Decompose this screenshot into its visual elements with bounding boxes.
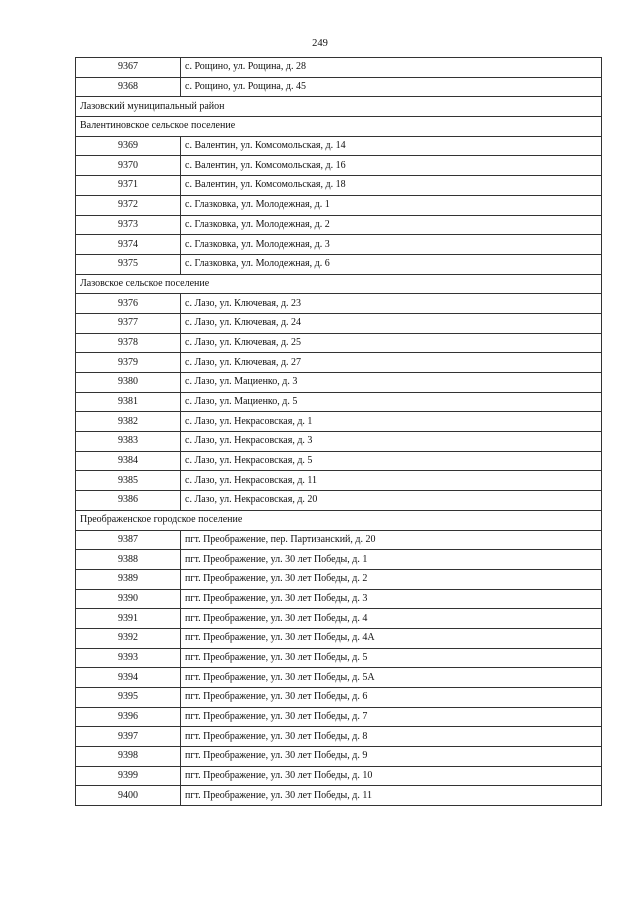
row-number: 9383 — [76, 432, 181, 452]
row-number: 9367 — [76, 58, 181, 78]
row-number: 9374 — [76, 235, 181, 255]
table-row — [76, 628, 602, 648]
row-address: с. Лазо, ул. Некрасовская, д. 5 — [181, 451, 602, 471]
table-row — [76, 156, 602, 176]
row-address: с. Валентин, ул. Комсомольская, д. 18 — [181, 176, 602, 196]
row-address: пгт. Преображение, ул. 30 лет Победы, д. 10 — [181, 766, 602, 786]
row-address: пгт. Преображение, ул. 30 лет Победы, д. 1 — [181, 550, 602, 570]
row-number: 9384 — [76, 451, 181, 471]
table-row — [76, 668, 602, 688]
row-number: 9370 — [76, 156, 181, 176]
row-address: пгт. Преображение, ул. 30 лет Победы, д. 8 — [181, 727, 602, 747]
row-address: пгт. Преображение, ул. 30 лет Победы, д. 6 — [181, 688, 602, 708]
table-row — [76, 609, 602, 629]
table-row — [76, 373, 602, 393]
section-title: Преображенское городское поселение — [76, 510, 602, 530]
section-header-row — [76, 274, 602, 294]
table-row — [76, 530, 602, 550]
table-row — [76, 707, 602, 727]
row-number: 9373 — [76, 215, 181, 235]
row-address: с. Валентин, ул. Комсомольская, д. 14 — [181, 136, 602, 156]
section-title: Лазовский муниципальный район — [76, 97, 602, 117]
table-row — [76, 589, 602, 609]
row-number: 9393 — [76, 648, 181, 668]
row-number: 9377 — [76, 313, 181, 333]
table-row — [76, 215, 602, 235]
row-address: с. Лазо, ул. Некрасовская, д. 1 — [181, 412, 602, 432]
row-address: пгт. Преображение, ул. 30 лет Победы, д. 4 — [181, 609, 602, 629]
table-row — [76, 195, 602, 215]
address-table-body — [76, 58, 602, 806]
row-address: с. Глазковка, ул. Молодежная, д. 6 — [181, 254, 602, 274]
row-number: 9369 — [76, 136, 181, 156]
row-number: 9399 — [76, 766, 181, 786]
table-row — [76, 235, 602, 255]
row-number: 9375 — [76, 254, 181, 274]
row-address: с. Глазковка, ул. Молодежная, д. 1 — [181, 195, 602, 215]
row-number: 9376 — [76, 294, 181, 314]
row-address: пгт. Преображение, пер. Партизанский, д. 20 — [181, 530, 602, 550]
row-number: 9394 — [76, 668, 181, 688]
row-number: 9368 — [76, 77, 181, 97]
table-row — [76, 353, 602, 373]
row-address: с. Лазо, ул. Ключевая, д. 24 — [181, 313, 602, 333]
table-row — [76, 254, 602, 274]
table-row — [76, 766, 602, 786]
row-number: 9379 — [76, 353, 181, 373]
table-row — [76, 786, 602, 806]
row-address: пгт. Преображение, ул. 30 лет Победы, д. 9 — [181, 747, 602, 767]
row-address: пгт. Преображение, ул. 30 лет Победы, д. 11 — [181, 786, 602, 806]
row-number: 9386 — [76, 491, 181, 511]
table-row — [76, 392, 602, 412]
row-address: с. Глазковка, ул. Молодежная, д. 3 — [181, 235, 602, 255]
row-number: 9397 — [76, 727, 181, 747]
table-row — [76, 569, 602, 589]
row-number: 9388 — [76, 550, 181, 570]
table-row — [76, 648, 602, 668]
row-number: 9400 — [76, 786, 181, 806]
row-number: 9381 — [76, 392, 181, 412]
row-address: с. Лазо, ул. Некрасовская, д. 11 — [181, 471, 602, 491]
table-row — [76, 451, 602, 471]
row-address: с. Глазковка, ул. Молодежная, д. 2 — [181, 215, 602, 235]
row-number: 9396 — [76, 707, 181, 727]
row-address: с. Валентин, ул. Комсомольская, д. 16 — [181, 156, 602, 176]
row-address: пгт. Преображение, ул. 30 лет Победы, д. 7 — [181, 707, 602, 727]
section-header-row — [76, 510, 602, 530]
section-title: Валентиновское сельское поселение — [76, 117, 602, 137]
row-number: 9389 — [76, 569, 181, 589]
table-row — [76, 313, 602, 333]
table-row — [76, 412, 602, 432]
page-number: 249 — [312, 38, 328, 49]
address-table — [75, 57, 602, 806]
section-header-row — [76, 97, 602, 117]
row-address: с. Лазо, ул. Мациенко, д. 3 — [181, 373, 602, 393]
table-row — [76, 491, 602, 511]
row-number: 9387 — [76, 530, 181, 550]
table-row — [76, 747, 602, 767]
row-address: пгт. Преображение, ул. 30 лет Победы, д. 2 — [181, 569, 602, 589]
row-address: пгт. Преображение, ул. 30 лет Победы, д. 3 — [181, 589, 602, 609]
row-address: пгт. Преображение, ул. 30 лет Победы, д. 4А — [181, 628, 602, 648]
table-row — [76, 471, 602, 491]
row-number: 9372 — [76, 195, 181, 215]
section-title: Лазовское сельское поселение — [76, 274, 602, 294]
table-row — [76, 176, 602, 196]
row-number: 9385 — [76, 471, 181, 491]
row-address: с. Лазо, ул. Некрасовская, д. 3 — [181, 432, 602, 452]
table-row — [76, 688, 602, 708]
row-number: 9392 — [76, 628, 181, 648]
row-address: с. Лазо, ул. Ключевая, д. 27 — [181, 353, 602, 373]
table-row — [76, 77, 602, 97]
row-address: пгт. Преображение, ул. 30 лет Победы, д. 5 — [181, 648, 602, 668]
row-number: 9382 — [76, 412, 181, 432]
row-number: 9380 — [76, 373, 181, 393]
table-row — [76, 432, 602, 452]
row-number: 9378 — [76, 333, 181, 353]
table-row — [76, 294, 602, 314]
row-address: с. Рощино, ул. Рощина, д. 28 — [181, 58, 602, 78]
table-row — [76, 727, 602, 747]
table-row — [76, 136, 602, 156]
row-number: 9371 — [76, 176, 181, 196]
row-number: 9395 — [76, 688, 181, 708]
table-row — [76, 333, 602, 353]
row-address: пгт. Преображение, ул. 30 лет Победы, д. 5А — [181, 668, 602, 688]
table-row — [76, 58, 602, 78]
table-row — [76, 550, 602, 570]
row-address: с. Лазо, ул. Ключевая, д. 23 — [181, 294, 602, 314]
row-address: с. Лазо, ул. Ключевая, д. 25 — [181, 333, 602, 353]
section-header-row — [76, 117, 602, 137]
row-number: 9398 — [76, 747, 181, 767]
row-number: 9391 — [76, 609, 181, 629]
row-number: 9390 — [76, 589, 181, 609]
row-address: с. Рощино, ул. Рощина, д. 45 — [181, 77, 602, 97]
row-address: с. Лазо, ул. Некрасовская, д. 20 — [181, 491, 602, 511]
row-address: с. Лазо, ул. Мациенко, д. 5 — [181, 392, 602, 412]
